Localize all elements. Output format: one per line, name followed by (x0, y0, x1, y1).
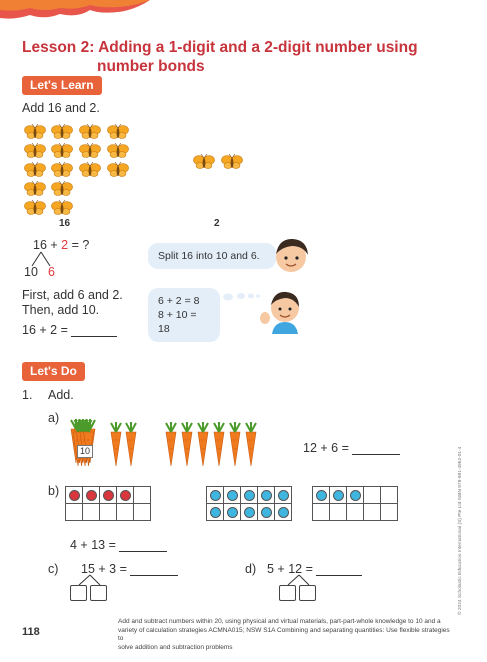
group1-label: 16 (59, 218, 71, 229)
ten-frame-cell (133, 503, 151, 521)
ten-frame-cell (346, 503, 364, 521)
counter-icon (210, 507, 221, 518)
footnote-line2: variety of calculation strategies ACMNA015; NSW S1A Combining and separating quantities: Use flexible strategies to (118, 626, 450, 642)
ten-frame-cell (363, 503, 381, 521)
question-text: Add. (48, 388, 74, 402)
carrot-icon (166, 422, 176, 466)
counter-icon (244, 490, 255, 501)
carrot-icon (214, 422, 224, 466)
footnote-line1: Add and subtract numbers within 20, using physical and virtual materials, part-part-whole knowledge to 10 and a (118, 618, 441, 625)
carrot-icon (246, 422, 256, 466)
counter-icon (278, 507, 289, 518)
part-b-blank[interactable] (119, 540, 167, 552)
part-c-bond-box-right[interactable] (90, 585, 107, 601)
ten-frame-cell (99, 503, 117, 521)
part-d-blank[interactable] (316, 564, 362, 576)
ten-frame-cell (116, 503, 134, 521)
part-a-blank[interactable] (352, 443, 400, 455)
part-c-blank[interactable] (130, 564, 178, 576)
part-a-equation-text: 12 + 6 = (303, 441, 349, 455)
lets-do-tag: Let's Do (22, 362, 85, 381)
part-d-bond-box-left[interactable] (279, 585, 296, 601)
first-line2: Then, add 10. (22, 303, 100, 317)
answer-prompt-text: 16 + 2 = (22, 323, 68, 337)
equation-start: 16 + (33, 238, 62, 252)
part-d-equation-text: 5 + 12 = (267, 562, 313, 576)
carrot-icon (126, 422, 136, 466)
question-number: 1. (22, 388, 33, 402)
page-number: 118 (22, 626, 40, 638)
part-d-label: d) (245, 562, 257, 576)
part-a-label: a) (48, 411, 60, 425)
part-b-equation-text: 4 + 13 = (70, 538, 116, 552)
counter-icon (350, 490, 361, 501)
counter-icon (210, 490, 221, 501)
counter-icon (103, 490, 114, 501)
carrot-icon (182, 422, 192, 466)
counter-icon (316, 490, 327, 501)
bubble2-line1: 6 + 2 = 8 (158, 295, 200, 307)
part-c-equation-text: 15 + 3 = (81, 562, 127, 576)
counter-icon (261, 507, 272, 518)
ten-frame-cell (82, 503, 100, 521)
part-a-equation (303, 441, 400, 455)
carrot-icon (111, 422, 121, 466)
counter-icon (227, 490, 238, 501)
part-c-label: c) (48, 562, 59, 576)
bond-left: 10 (24, 265, 38, 279)
bond-right: 6 (48, 265, 55, 279)
first-line1: First, add 6 and 2. (22, 288, 123, 302)
counter-icon (333, 490, 344, 501)
counter-icon (244, 507, 255, 518)
part-c-bond-box-left[interactable] (70, 585, 87, 601)
equation-end: = ? (68, 238, 90, 252)
counter-icon (86, 490, 97, 501)
carrot-bundle-label: 10 (77, 445, 93, 458)
ten-frame-cell (312, 503, 330, 521)
counter-icon (278, 490, 289, 501)
part-b-equation (70, 538, 167, 552)
counter-icon (69, 490, 80, 501)
copyright-notice: © 2024 Scholastic Education International (S) Pte Ltd ISBN 978-981-4962-01-4 (458, 446, 463, 615)
equation-red-addend: 2 (61, 238, 69, 252)
ten-frame-cell (65, 503, 83, 521)
speech-bubble-1: Split 16 into 10 and 6. (148, 243, 276, 269)
part-d-bond-box-right[interactable] (299, 585, 316, 601)
carrot-icon (230, 422, 240, 466)
part-b-label: b) (48, 484, 60, 498)
lesson-title-line2: number bonds (97, 58, 205, 75)
counter-icon (227, 507, 238, 518)
lesson-title-line1: Lesson 2: Adding a 1-digit and a 2-digit number using (22, 39, 418, 56)
footnote-line3: solve addition and subtraction problems (118, 643, 233, 651)
learn-prompt: Add 16 and 2. (22, 101, 100, 115)
curriculum-footnote (118, 618, 453, 652)
bubble2-line2: 8 + 10 = 18 (158, 309, 197, 335)
counter-icon (261, 490, 272, 501)
ten-frame-cell (329, 503, 347, 521)
ten-frame-cell (380, 503, 398, 521)
carrot-icon (198, 422, 208, 466)
lets-learn-tag: Let's Learn (22, 76, 102, 95)
carrot-bundle (71, 419, 95, 466)
ten-frame-cell (380, 486, 398, 504)
group2-label: 2 (214, 218, 220, 229)
counter-icon (120, 490, 131, 501)
ten-frame-cell (363, 486, 381, 504)
ten-frame-cell (133, 486, 151, 504)
